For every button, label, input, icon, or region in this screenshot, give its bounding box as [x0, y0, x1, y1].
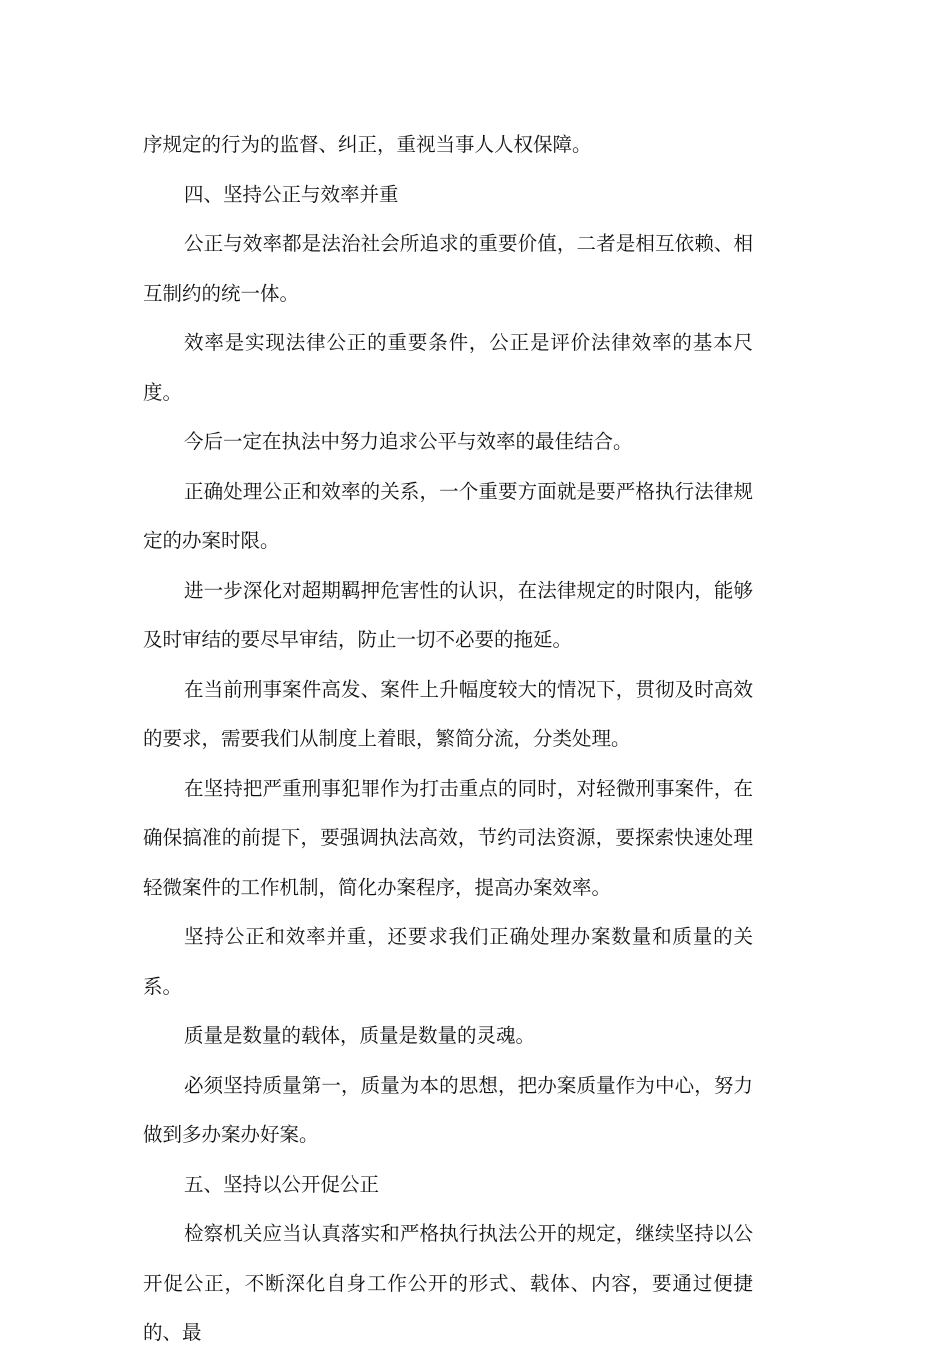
- paragraph-continuation: 序规定的行为的监督、纠正，重视当事人人权保障。: [143, 133, 592, 156]
- section-heading-4: 四、坚持公正与效率并重: [184, 182, 399, 206]
- paragraph: 坚持公正和效率并重，还要求我们正确处理办案数量和质量的关系。: [143, 925, 753, 998]
- paragraph: 正确处理公正和效率的关系，一个重要方面就是要严格执行法律规定的办案时限。: [143, 479, 753, 552]
- paragraph: 在当前刑事案件高发、案件上升幅度较大的情况下，贯彻及时高效的要求，需要我们从制度上着眼，繁简分流，分类处理。: [143, 677, 753, 750]
- document-body: [143, 120, 753, 1358]
- section-heading-5: 五、坚持以公开促公正: [184, 1172, 380, 1196]
- paragraph: 必须坚持质量第一，质量为本的思想，把办案质量作为中心，努力做到多办案办好案。: [143, 1073, 753, 1146]
- paragraph: 效率是实现法律公正的重要条件，公正是评价法律效率的基本尺度。: [143, 331, 753, 404]
- paragraph: 公正与效率都是法治社会所追求的重要价值，二者是相互依赖、相互制约的统一体。: [143, 232, 753, 305]
- paragraph: 今后一定在执法中努力追求公平与效率的最佳结合。: [184, 430, 633, 453]
- paragraph: 检察机关应当认真落实和严格执行执法公开的规定，继续坚持以公开促公正，不断深化自身工作公开的形式、载体、内容，要通过便捷的、最: [143, 1222, 753, 1344]
- paragraph: 进一步深化对超期羁押危害性的认识，在法律规定的时限内，能够及时审结的要尽早审结，防止一切不必要的拖延。: [143, 578, 753, 651]
- paragraph: 质量是数量的载体，质量是数量的灵魂。: [184, 1024, 536, 1047]
- paragraph: 在坚持把严重刑事犯罪作为打击重点的同时，对轻微刑事案件，在确保搞准的前提下，要强调执法高效，节约司法资源，要探索快速处理轻微案件的工作机制，简化办案程序，提高办案效率。: [143, 776, 753, 899]
